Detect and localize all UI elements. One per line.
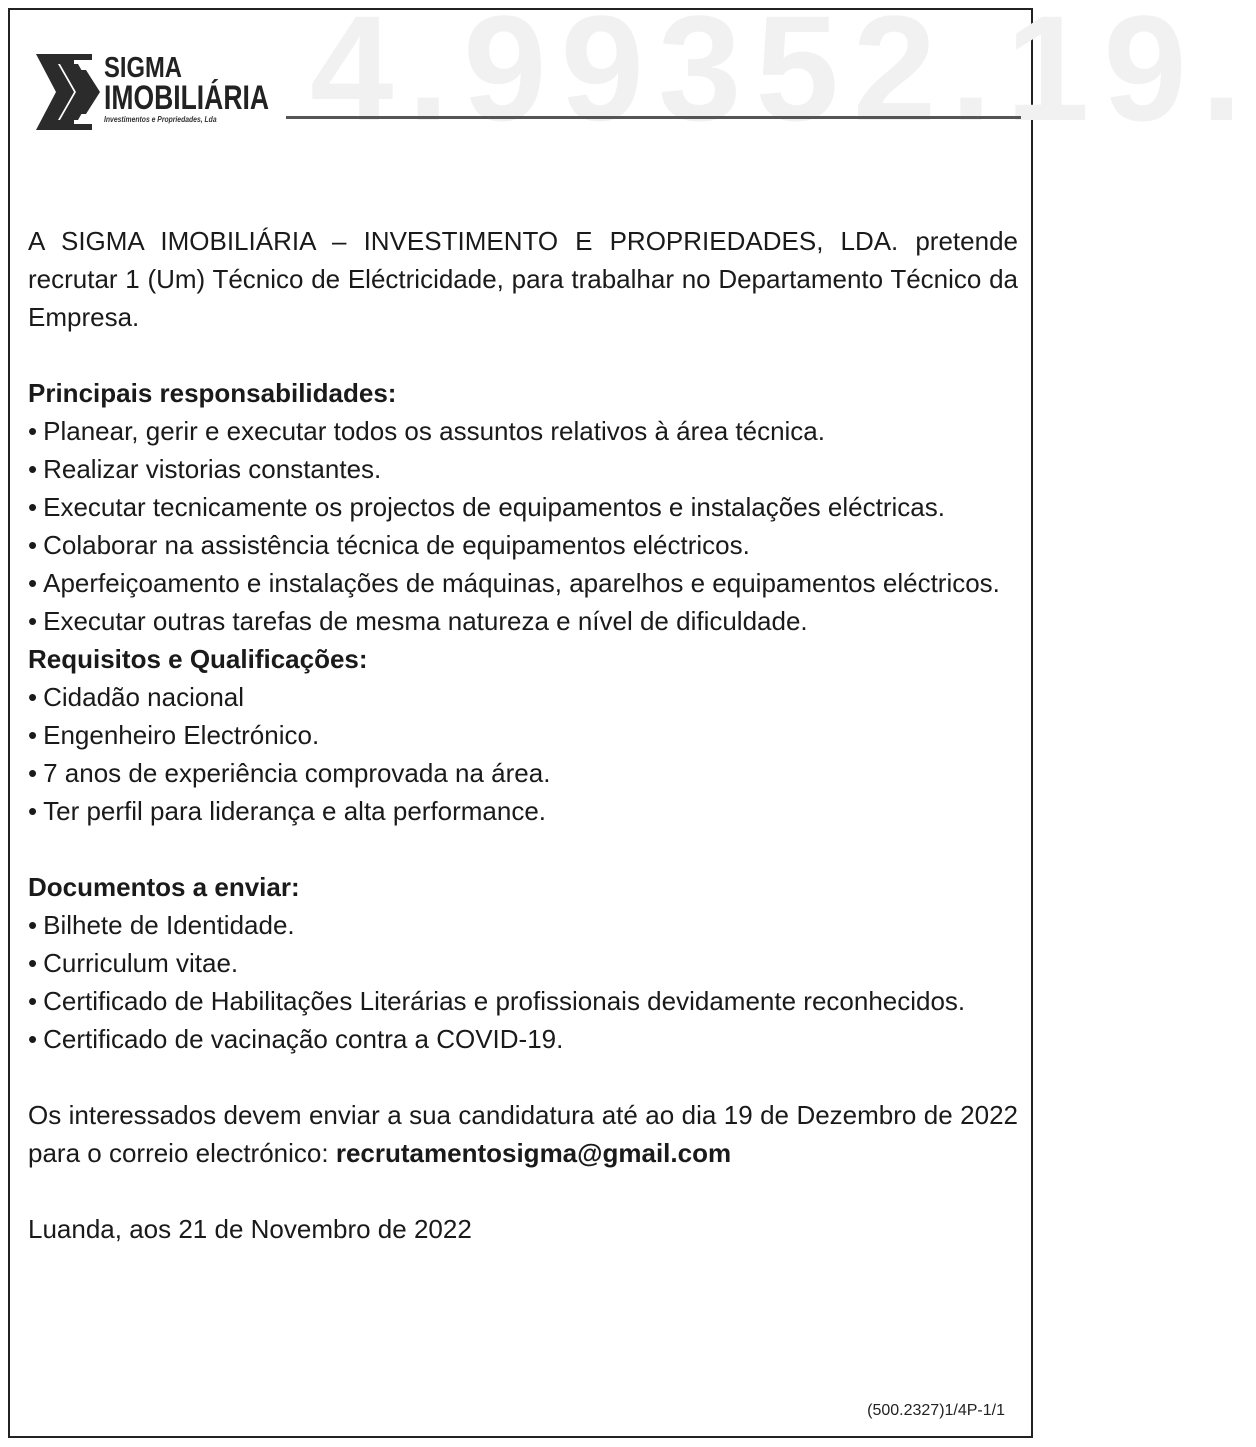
- list-item-text: 7 anos de experiência comprovada na área.: [43, 758, 551, 788]
- logo-tagline: Investimentos e Propriedades, Lda: [104, 115, 217, 124]
- list-item-text: Engenheiro Electrónico.: [43, 720, 320, 750]
- place-date: Luanda, aos 21 de Novembro de 2022: [28, 1214, 472, 1244]
- list-item: [28, 564, 1018, 602]
- list-item-text: Bilhete de Identidade.: [43, 910, 295, 940]
- list-item: [28, 982, 1018, 1020]
- list-item: [28, 488, 1018, 526]
- spacer: [28, 336, 1018, 374]
- list-item: [28, 1020, 1018, 1058]
- list-item: [28, 754, 1018, 792]
- spacer: [28, 830, 1018, 868]
- list-item-text: Aperfeiçoamento e instalações de máquinas, aparelhos e equipamentos eléctricos.: [43, 568, 1000, 598]
- list-item: [28, 716, 1018, 754]
- bullet-icon: •: [28, 910, 38, 940]
- header-divider: [286, 116, 1021, 119]
- sigma-logo-icon: [34, 50, 104, 134]
- bullet-icon: •: [28, 1024, 38, 1054]
- list-item: [28, 944, 1018, 982]
- bullet-icon: •: [28, 606, 38, 636]
- requirements-list: [28, 678, 1018, 830]
- ad-header: [34, 44, 1024, 144]
- responsibilities-heading: Principais responsabilidades:: [28, 378, 397, 408]
- spacer: [28, 1172, 1018, 1210]
- responsibilities-list: [28, 412, 1018, 640]
- bullet-icon: •: [28, 492, 38, 522]
- job-ad-frame: [8, 0, 1256, 1438]
- bullet-icon: •: [28, 416, 38, 446]
- list-item: [28, 678, 1018, 716]
- spacer: [28, 1058, 1018, 1096]
- list-item: [28, 792, 1018, 830]
- closing-text: Os interessados devem enviar a sua candidatura até ao dia 19 de Dezembro de 2022 para o correio electrónico:: [28, 1100, 1018, 1168]
- list-item-text: Executar outras tarefas de mesma natureza e nível de dificuldade.: [43, 606, 808, 636]
- bullet-icon: •: [28, 568, 38, 598]
- documents-heading: Documentos a enviar:: [28, 872, 300, 902]
- company-logo-text: [104, 54, 316, 124]
- list-item-text: Ter perfil para liderança e alta performance.: [43, 796, 547, 826]
- bullet-icon: •: [28, 682, 38, 712]
- list-item: [28, 412, 1018, 450]
- documents-list: [28, 906, 1018, 1058]
- bullet-icon: •: [28, 796, 38, 826]
- list-item-text: Certificado de Habilitações Literárias e profissionais devidamente reconhecidos.: [43, 986, 966, 1016]
- background-watermark: 4.99352.19.: [310, 0, 1256, 152]
- list-item: [28, 450, 1018, 488]
- requirements-heading: Requisitos e Qualificações:: [28, 644, 368, 674]
- list-item-text: Realizar vistorias constantes.: [43, 454, 382, 484]
- bullet-icon: •: [28, 758, 38, 788]
- bullet-icon: •: [28, 530, 38, 560]
- bullet-icon: •: [28, 454, 38, 484]
- ad-body: [28, 222, 1018, 1248]
- list-item-text: Certificado de vacinação contra a COVID-19.: [43, 1024, 564, 1054]
- list-item: [28, 906, 1018, 944]
- list-item: [28, 602, 1018, 640]
- intro-paragraph: A SIGMA IMOBILIÁRIA – INVESTIMENTO E PROPRIEDADES, LDA. pretende recrutar 1 (Um) Técnico de Eléctricidade, para trabalhar no Departamento Técnico da Empresa.: [28, 226, 1018, 332]
- logo-line-sigma: SIGMA: [104, 52, 182, 84]
- list-item-text: Cidadão nacional: [43, 682, 245, 712]
- bullet-icon: •: [28, 720, 38, 750]
- logo-line-imobiliaria: IMOBILIÁRIA: [104, 79, 270, 117]
- bullet-icon: •: [28, 948, 38, 978]
- list-item-text: Colaborar na assistência técnica de equipamentos eléctricos.: [43, 530, 750, 560]
- closing-paragraph: [28, 1096, 1018, 1172]
- list-item: [28, 526, 1018, 564]
- ad-reference-code: (500.2327)1/4P-1/1: [867, 1402, 1005, 1419]
- bullet-icon: •: [28, 986, 38, 1016]
- list-item-text: Curriculum vitae.: [43, 948, 239, 978]
- list-item-text: Executar tecnicamente os projectos de equipamentos e instalações eléctricas.: [43, 492, 945, 522]
- contact-email: recrutamentosigma@gmail.com: [335, 1138, 732, 1168]
- list-item-text: Planear, gerir e executar todos os assuntos relativos à área técnica.: [43, 416, 825, 446]
